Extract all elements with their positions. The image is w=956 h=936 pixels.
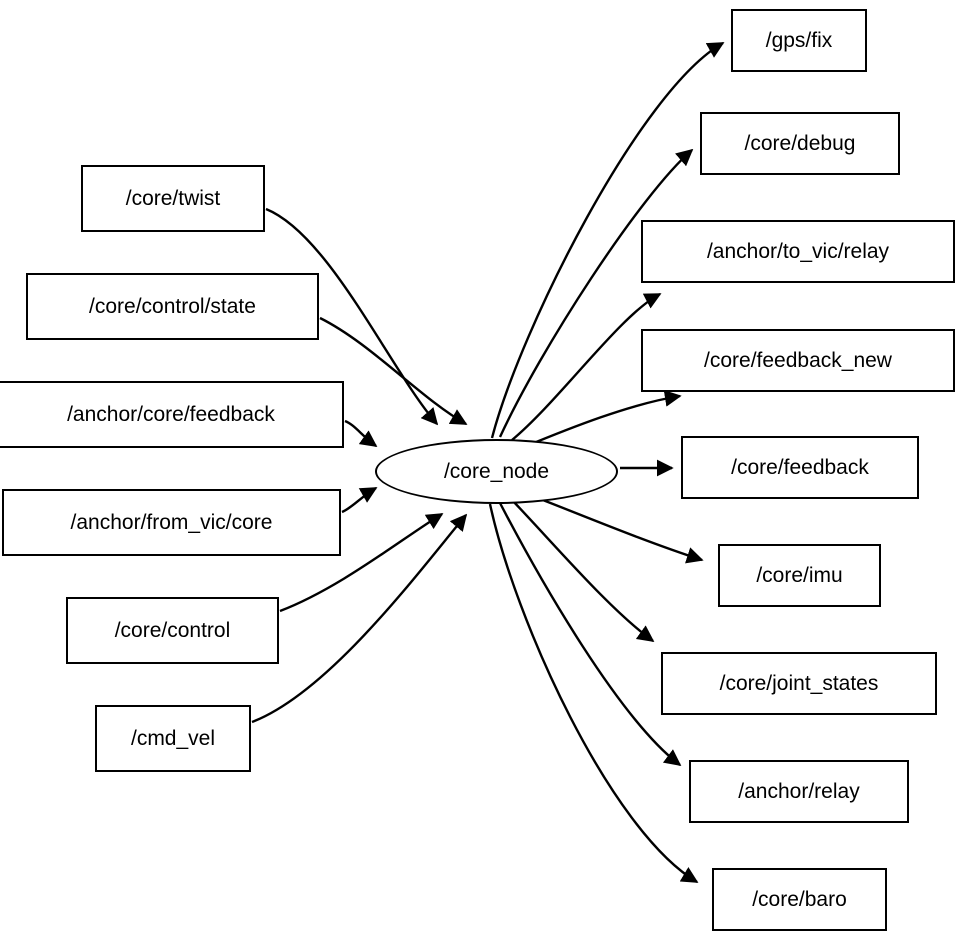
node-label: /core_node xyxy=(443,460,550,483)
node-core-control-state[interactable] xyxy=(26,273,319,340)
node-label: /gps/fix xyxy=(765,29,833,52)
node-label: /core/baro xyxy=(752,888,847,911)
node-label: /anchor/core/feedback xyxy=(67,403,275,426)
edge-anchor-from-vic-core-to-core-node xyxy=(342,488,376,512)
node-label: /core/control/state xyxy=(89,295,256,318)
node-cmd-vel[interactable] xyxy=(95,705,251,772)
node-anchor-relay[interactable] xyxy=(689,760,909,823)
edge-core-node-to-core-imu xyxy=(522,492,702,560)
node-label: /core/feedback_new xyxy=(704,349,892,372)
node-core-joint-states[interactable] xyxy=(661,652,937,715)
node-label: /core/control xyxy=(114,619,231,642)
node-core-feedback[interactable] xyxy=(681,436,919,499)
node-core-control[interactable] xyxy=(66,597,279,664)
node-label: /anchor/from_vic/core xyxy=(70,511,273,534)
node-gps-fix[interactable] xyxy=(731,9,867,72)
node-label: /core/imu xyxy=(756,564,843,587)
edge-core-node-to-core-debug xyxy=(500,150,692,437)
node-label: /core/debug xyxy=(744,132,856,155)
edge-core-node-to-core-feedback-new xyxy=(524,396,680,447)
node-label: /core/twist xyxy=(125,187,221,210)
node-anchor-from-vic-core[interactable] xyxy=(2,489,341,556)
node-label: /core/feedback xyxy=(731,456,869,479)
node-core-twist[interactable] xyxy=(81,165,265,232)
node-core-debug[interactable] xyxy=(700,112,900,175)
node-label: /anchor/relay xyxy=(738,780,860,803)
node-core-baro[interactable] xyxy=(712,868,887,931)
node-core-feedback-new[interactable] xyxy=(641,329,955,392)
node-label: /cmd_vel xyxy=(130,727,216,750)
edge-core-node-to-anchor-to-vic-relay xyxy=(512,294,660,440)
node-label: /anchor/to_vic/relay xyxy=(706,240,890,263)
node-core-node[interactable] xyxy=(375,439,618,504)
node-anchor-to-vic-relay[interactable] xyxy=(641,220,955,283)
node-label: /core/joint_states xyxy=(719,672,879,695)
node-anchor-core-feedback[interactable] xyxy=(0,381,344,448)
node-core-imu[interactable] xyxy=(718,544,881,607)
edge-core-node-to-core-joint-states xyxy=(512,500,653,641)
edge-anchor-core-feedback-to-core-node xyxy=(345,421,376,446)
